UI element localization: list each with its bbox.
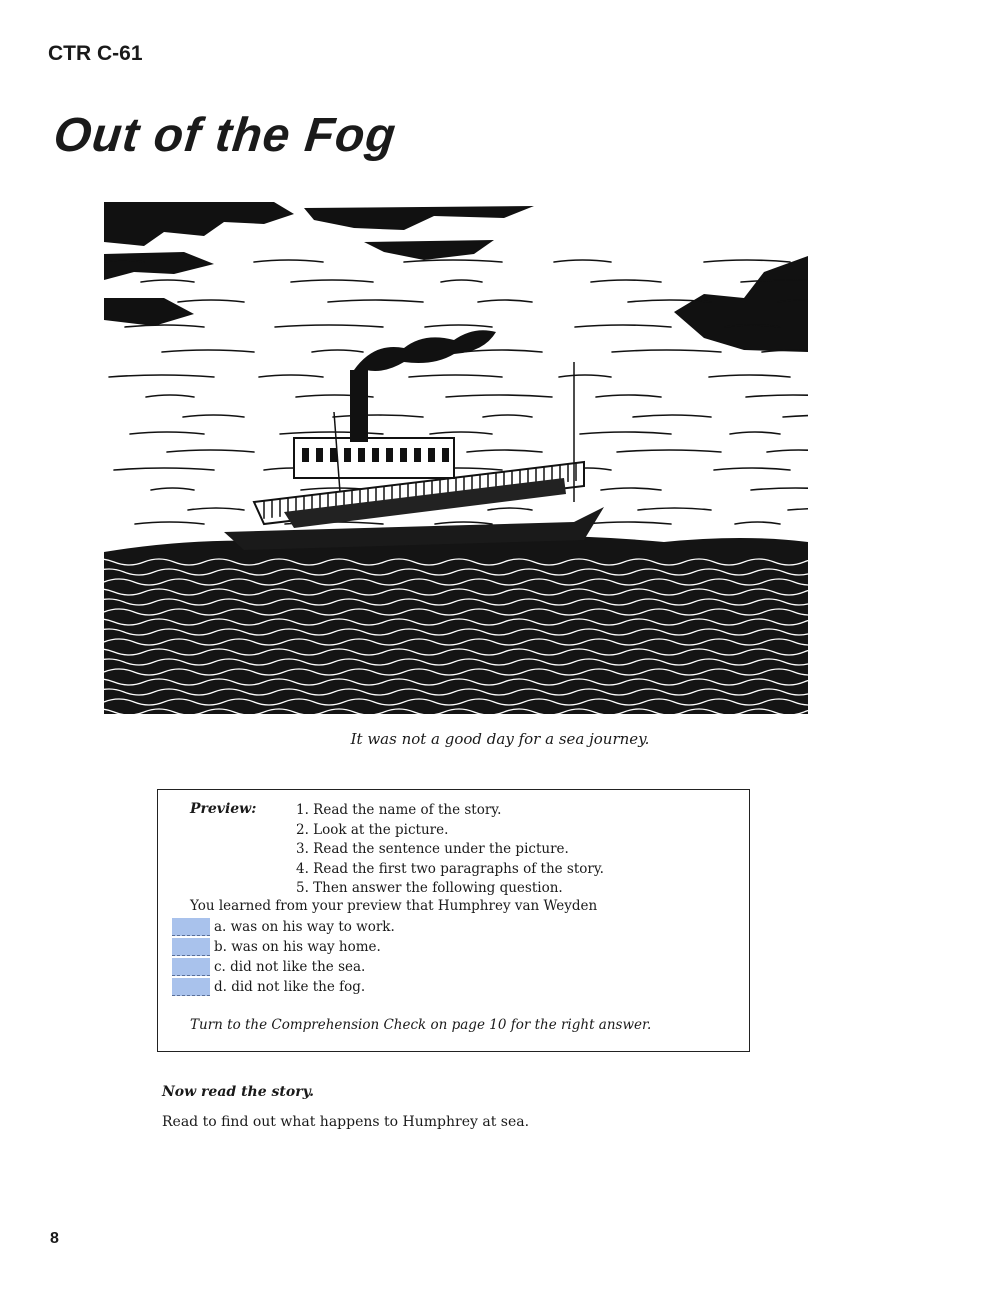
answer-checkbox-c[interactable] (172, 958, 210, 976)
answer-option-d (172, 977, 395, 997)
answer-option-b (172, 937, 395, 957)
page-number: 8 (50, 1230, 59, 1247)
reading-purpose: Read to find out what happens to Humphrey at sea. (162, 1114, 530, 1130)
steamship-illustration (104, 202, 808, 714)
answer-option-a (172, 917, 395, 937)
story-title: Out of the Fog (51, 109, 399, 162)
answer-checkbox-b[interactable] (172, 938, 210, 956)
preview-step: 1. Read the name of the story. (296, 802, 502, 818)
answer-option-label: c. did not like the sea. (214, 959, 366, 975)
preview-step: 3. Read the sentence under the picture. (296, 841, 569, 857)
answer-option-label: b. was on his way home. (214, 939, 381, 955)
answer-option-label: d. did not like the fog. (214, 979, 366, 995)
answer-checkbox-a[interactable] (172, 918, 210, 936)
steamship-drawing (104, 202, 808, 714)
answer-note: Turn to the Comprehension Check on page 10 for the right answer. (190, 1017, 652, 1033)
answer-checkbox-d[interactable] (172, 978, 210, 996)
preview-question: You learned from your preview that Humphrey van Weyden (190, 898, 598, 914)
preview-box (157, 789, 750, 1052)
preview-label: Preview: (190, 801, 257, 817)
preview-step: 2. Look at the picture. (296, 821, 449, 838)
picture-caption: It was not a good day for a sea journey. (350, 730, 650, 748)
preview-steps (296, 801, 604, 899)
answer-option-label: a. was on his way to work. (214, 919, 395, 935)
answer-options (172, 917, 395, 997)
preview-step: 5. Then answer the following question. (296, 880, 563, 896)
document-code: CTR C-61 (48, 42, 143, 65)
preview-step: 4. Read the first two paragraphs of the story. (296, 860, 604, 877)
answer-option-c (172, 957, 395, 977)
now-read-heading: Now read the story. (162, 1084, 314, 1100)
